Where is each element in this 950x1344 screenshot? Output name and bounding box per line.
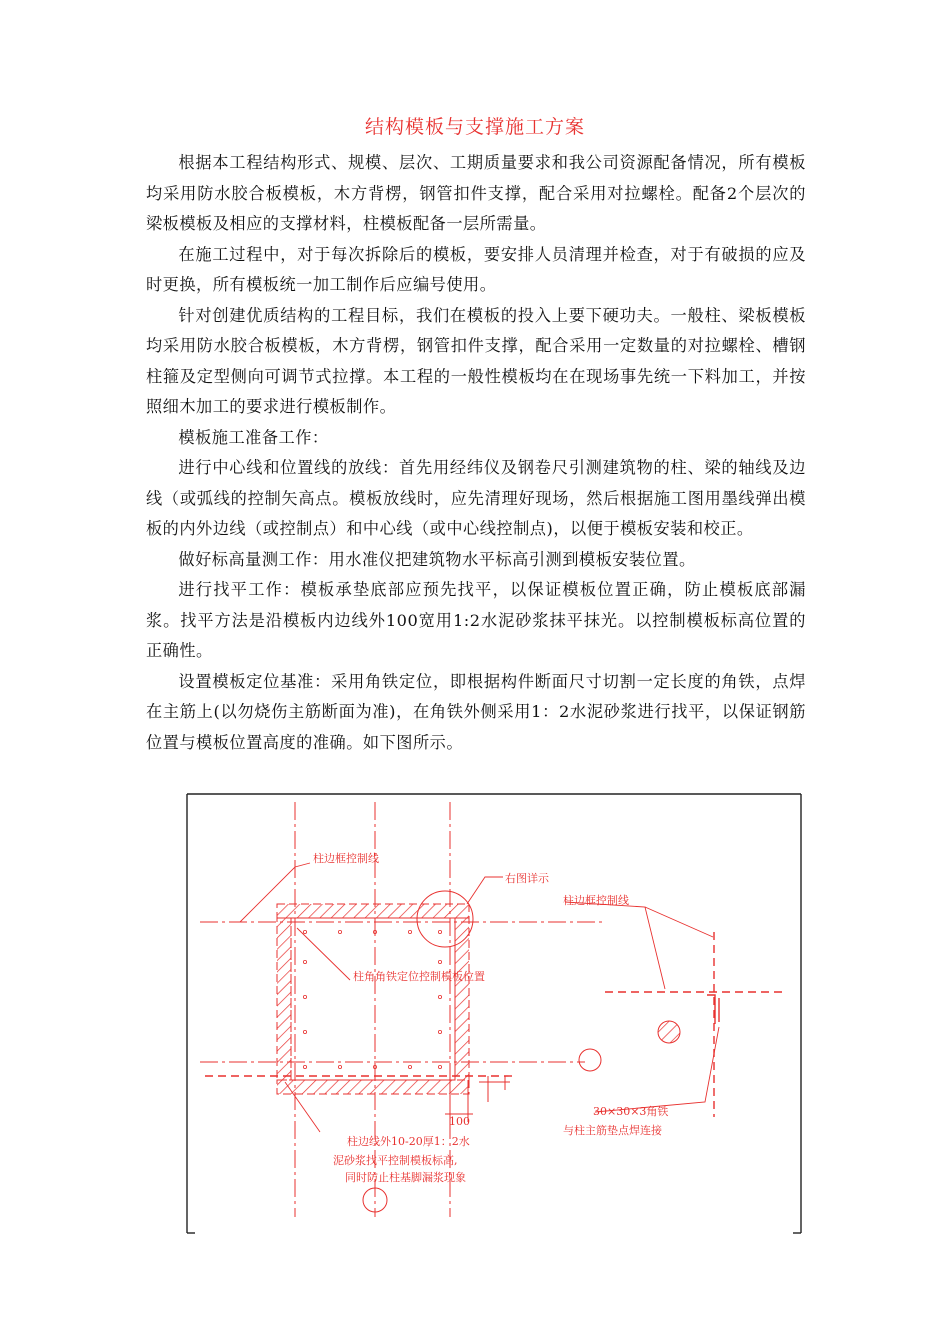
- rebar-dots: [303, 930, 441, 1068]
- paragraph-3: 针对创建优质结构的工程目标，我们在模板的投入上要下硬功夫。一般柱、梁板模板均采用防水胶合板模板，木方背楞，钢管扣件支撑，配合采用一定数量的对拉螺栓、槽钢柱箍及定型侧向可调节式拉撑。本工程的一般性模板均在在现场事先统一下料加工，并按照细木加工的要求进行模板制作。: [146, 305, 806, 416]
- paragraph-7: 进行找平工作：模板承垫底部应预先找平，以保证模板位置正确，防止模板底部漏浆。找平方法是沿模板内边线外100宽用1:2水泥砂浆抹平抹光。以控制模板标高位置的正确性。: [146, 580, 806, 660]
- paragraph-6: 做好标高量测工作：用水准仪把建筑物水平标高引测到模板安装位置。: [178, 549, 696, 569]
- document-body: [146, 148, 806, 758]
- label-column-edge-right: 柱边框控制线: [563, 894, 629, 907]
- label-angle-iron-2: 与柱主筋垫点焊连接: [563, 1124, 662, 1137]
- drawing-svg: [185, 792, 803, 1235]
- hatched-rebar-circle: [658, 1021, 680, 1043]
- label-corner-angle-position: 柱角角铁定位控制模板位置: [353, 970, 485, 983]
- document-title: 结构模板与支撑施工方案: [364, 116, 585, 138]
- angle-iron-detail: [707, 995, 719, 1024]
- label-mortar-2: 泥砂浆找平控制模板标高,: [333, 1154, 458, 1167]
- label-mortar-3: 同时防止柱基脚漏浆现象: [345, 1171, 466, 1184]
- label-dim-100: 100: [449, 1115, 470, 1128]
- paragraph-1: 根据本工程结构形式、规模、层次、工期质量要求和我公司资源配备情况，所有模板均采用防水胶合板模板，木方背楞，钢管扣件支撑，配合采用对拉螺栓。配备2个层次的梁板模板及相应的支撑材料，柱模板配备一层所需量。: [146, 153, 806, 233]
- label-mortar-1: 柱边线外10-20厚1：2水: [347, 1135, 470, 1148]
- label-detail-ref: 右图详示: [505, 872, 549, 885]
- paragraph-2: 在施工过程中，对于每次拆除后的模板，要安排人员清理并检查，对于有破损的应及时更换，所有模板统一加工制作后应编号使用。: [146, 244, 806, 294]
- label-angle-iron-1: 30×30×3角铁: [593, 1105, 669, 1118]
- paragraph-4: 模板施工准备工作：: [178, 427, 329, 447]
- paragraph-8: 设置模板定位基准：采用角铁定位，即根据构件断面尺寸切割一定长度的角铁，点焊在主筋上(以勿烧伤主筋断面为准)，在角铁外侧采用1：2水泥砂浆进行找平，以保证钢筋位置与模板位置高度的准确。如下图所示。: [146, 671, 806, 752]
- paragraph-5: 进行中心线和位置线的放线：首先用经纬仪及钢卷尺引测建筑物的柱、梁的轴线及边线（或弧线的控制矢高点。模板放线时，应先清理好现场，然后根据施工图用墨线弹出模板的内外边线（或控制点）和中心线（或中心线控制点)，以便于模板安装和校正。: [146, 458, 806, 538]
- label-column-edge-left: 柱边框控制线: [313, 852, 379, 865]
- formwork-positioning-figure: [185, 792, 803, 1235]
- axis-end-circle: [579, 1049, 601, 1071]
